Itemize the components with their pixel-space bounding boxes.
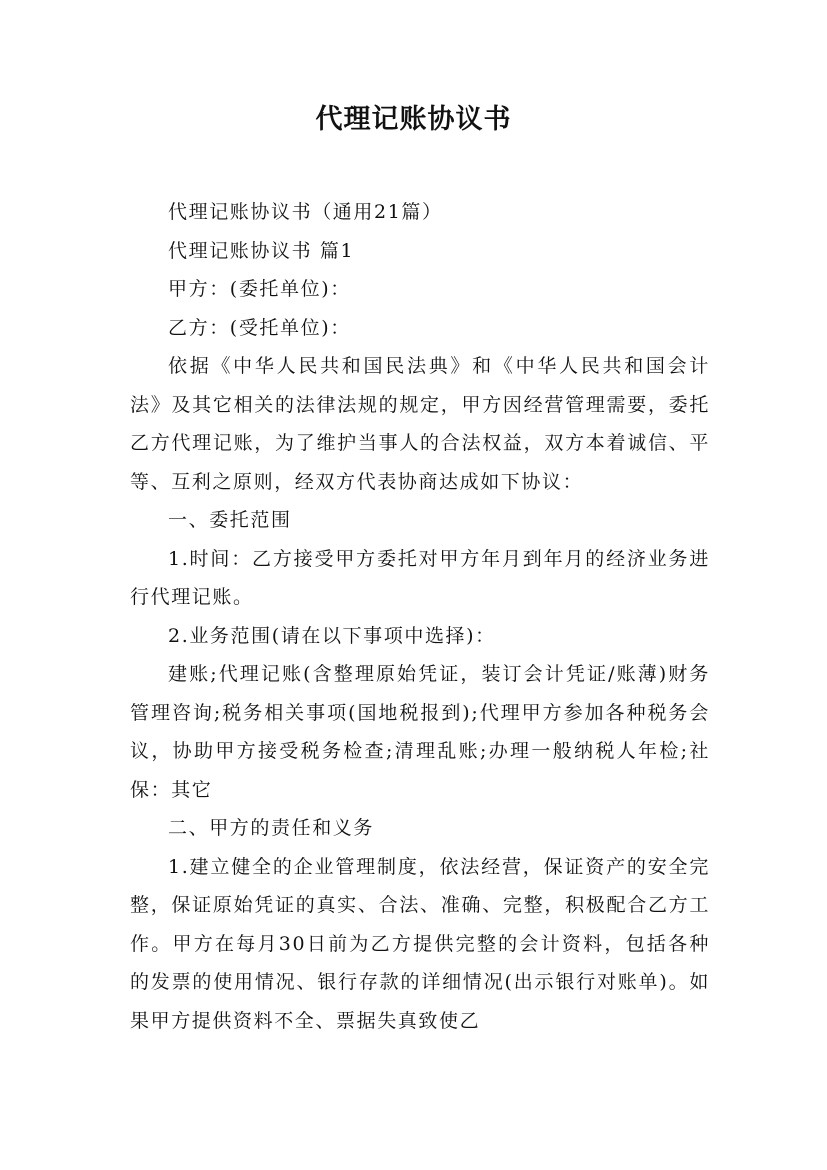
section-heading-party-a-duties: 二、甲方的责任和义务 bbox=[168, 817, 375, 839]
paragraph-preamble: 依据《中华人民共和国民法典》和《中华人民共和国会计法》及其它相关的法律法规的规定，甲方因经营管理需要，委托乙方代理记账，为了维护当事人的合法权益，双方本着诚信、平等、互利之原则，经双方代表协商达成如下协议： bbox=[130, 355, 710, 493]
paragraph-scope-items: 建账;代理记账(含整理原始凭证，装订会计凭证/账薄)财务管理咨询;税务相关事项(国地税报到);代理甲方参加各种税务会议，协助甲方接受税务检查;清理乱账;办理一般纳税人年检;社保：其它 bbox=[130, 663, 710, 801]
paragraph-party-b: 乙方：(受托单位)： bbox=[168, 316, 351, 339]
paragraph-party-a: 甲方：(委托单位)： bbox=[168, 278, 351, 300]
paragraph-chapter-title: 代理记账协议书 篇1 bbox=[168, 239, 355, 262]
section-heading-scope: 一、委托范围 bbox=[168, 509, 292, 531]
document-title: 代理记账协议书 bbox=[315, 104, 512, 135]
paragraph-heading-collection: 代理记账协议书（通用21篇） bbox=[168, 201, 443, 223]
paragraph-party-a-duty-1: 1.建立健全的企业管理制度，依法经营，保证资产的安全完整，保证原始凭证的真实、合法、准确、完整，积极配合乙方工作。甲方在每月30日前为乙方提供完整的会计资料，包括各种的发票的使用情况、银行存款的详细情况(出示银行对账单)。如果甲方提供资料不全、票据失真致使乙 bbox=[130, 855, 710, 1032]
paragraph-scope-time: 1.时间：乙方接受甲方委托对甲方年月到年月的经济业务进行代理记账。 bbox=[130, 547, 710, 608]
paragraph-scope-business: 2.业务范围(请在以下事项中选择)： bbox=[168, 624, 496, 647]
document-body bbox=[130, 193, 710, 1040]
